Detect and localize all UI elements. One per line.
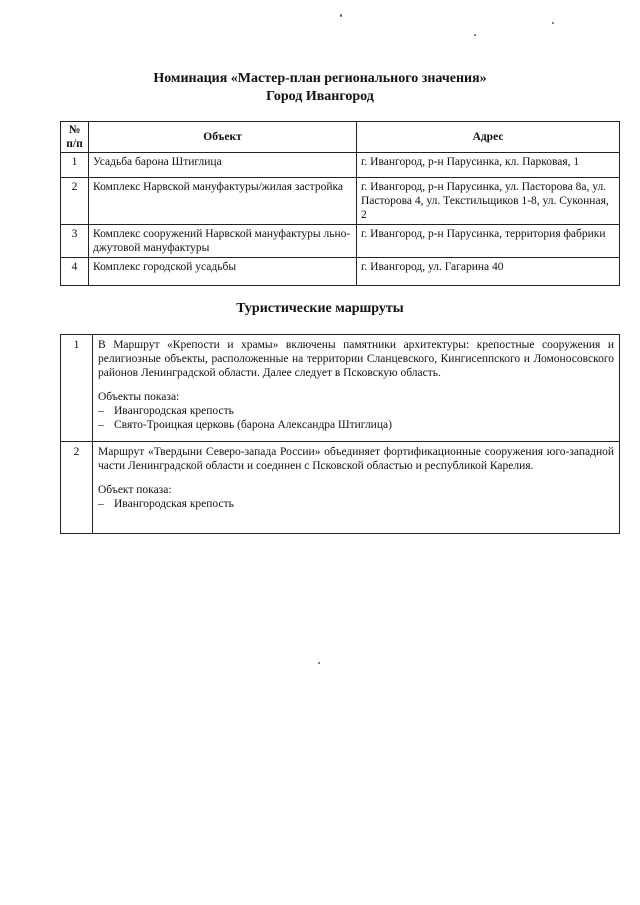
route-objects-label: Объекты показа: [98,391,180,403]
scan-speck [474,34,476,36]
row-number: 2 [61,178,89,225]
row-address: г. Ивангород, р-н Парусинка, кл. Парковая, 1 [357,153,620,178]
route-object-text: Ивангородская крепость [114,405,234,417]
route-cell [93,335,620,442]
tourist-routes-table [60,334,620,534]
route-description: Маршрут «Твердыни Северо-запада России» объединяет фортификационные сооружения юго-западной части Ленинградской области и соединен с Псковской областью и республикой Карелия. [98,446,614,472]
table-row [61,335,620,442]
dash-bullet: – [98,419,104,431]
table-row [61,225,620,258]
routes-title: Туристические маршруты [236,301,404,316]
row-object: Усадьба барона Штиглица [89,153,357,178]
nomination-title: Номинация «Мастер-план регионального значения» [153,71,487,86]
row-number: 4 [61,258,89,286]
route-number: 1 [61,335,93,442]
column-header-object: Объект [89,122,357,153]
route-objects-label: Объект показа: [98,484,172,496]
row-object: Комплекс Нарвской мануфактуры/жилая застройка [89,178,357,225]
city-title: Город Ивангород [266,89,374,104]
row-address: г. Ивангород, р-н Парусинка, территория фабрики [357,225,620,258]
route-object-text: Свято-Троицкая церковь (барона Александра Штиглица) [114,419,392,431]
row-address: г. Ивангород, р-н Парусинка, ул. Пасторова 8а, ул. Пасторова 4, ул. Текстильщиков 1-8, ул. Суконная, 2 [357,178,620,225]
route-object-item [98,497,614,511]
master-plan-table [60,121,620,286]
dash-bullet: – [98,498,104,510]
route-object-item [98,404,614,418]
row-object: Комплекс сооружений Нарвской мануфактуры льно-джутовой мануфактуры [89,225,357,258]
scan-speck [340,14,342,17]
row-object: Комплекс городской усадьбы [89,258,357,286]
row-number: 3 [61,225,89,258]
scan-speck [318,662,320,664]
table-header-row [61,122,620,153]
column-header-address: Адрес [357,122,620,153]
row-address: г. Ивангород, ул. Гагарина 40 [357,258,620,286]
route-cell [93,442,620,534]
table-row [61,442,620,534]
route-description: В Маршрут «Крепости и храмы» включены памятники архитектуры: крепостные сооружения и религиозные объекты, расположенные на территории Сланцевского, Кингисеппского и Ломоносовского районов Ленинградской области. Далее следует в Псковскую область. [98,339,614,379]
route-object-item [98,418,614,432]
row-number: 1 [61,153,89,178]
dash-bullet: – [98,405,104,417]
table-row [61,178,620,225]
route-number: 2 [61,442,93,534]
route-object-text: Ивангородская крепость [114,498,234,510]
table-row [61,258,620,286]
table-row [61,153,620,178]
scan-speck [552,22,554,24]
column-header-number: № п/п [61,122,89,153]
